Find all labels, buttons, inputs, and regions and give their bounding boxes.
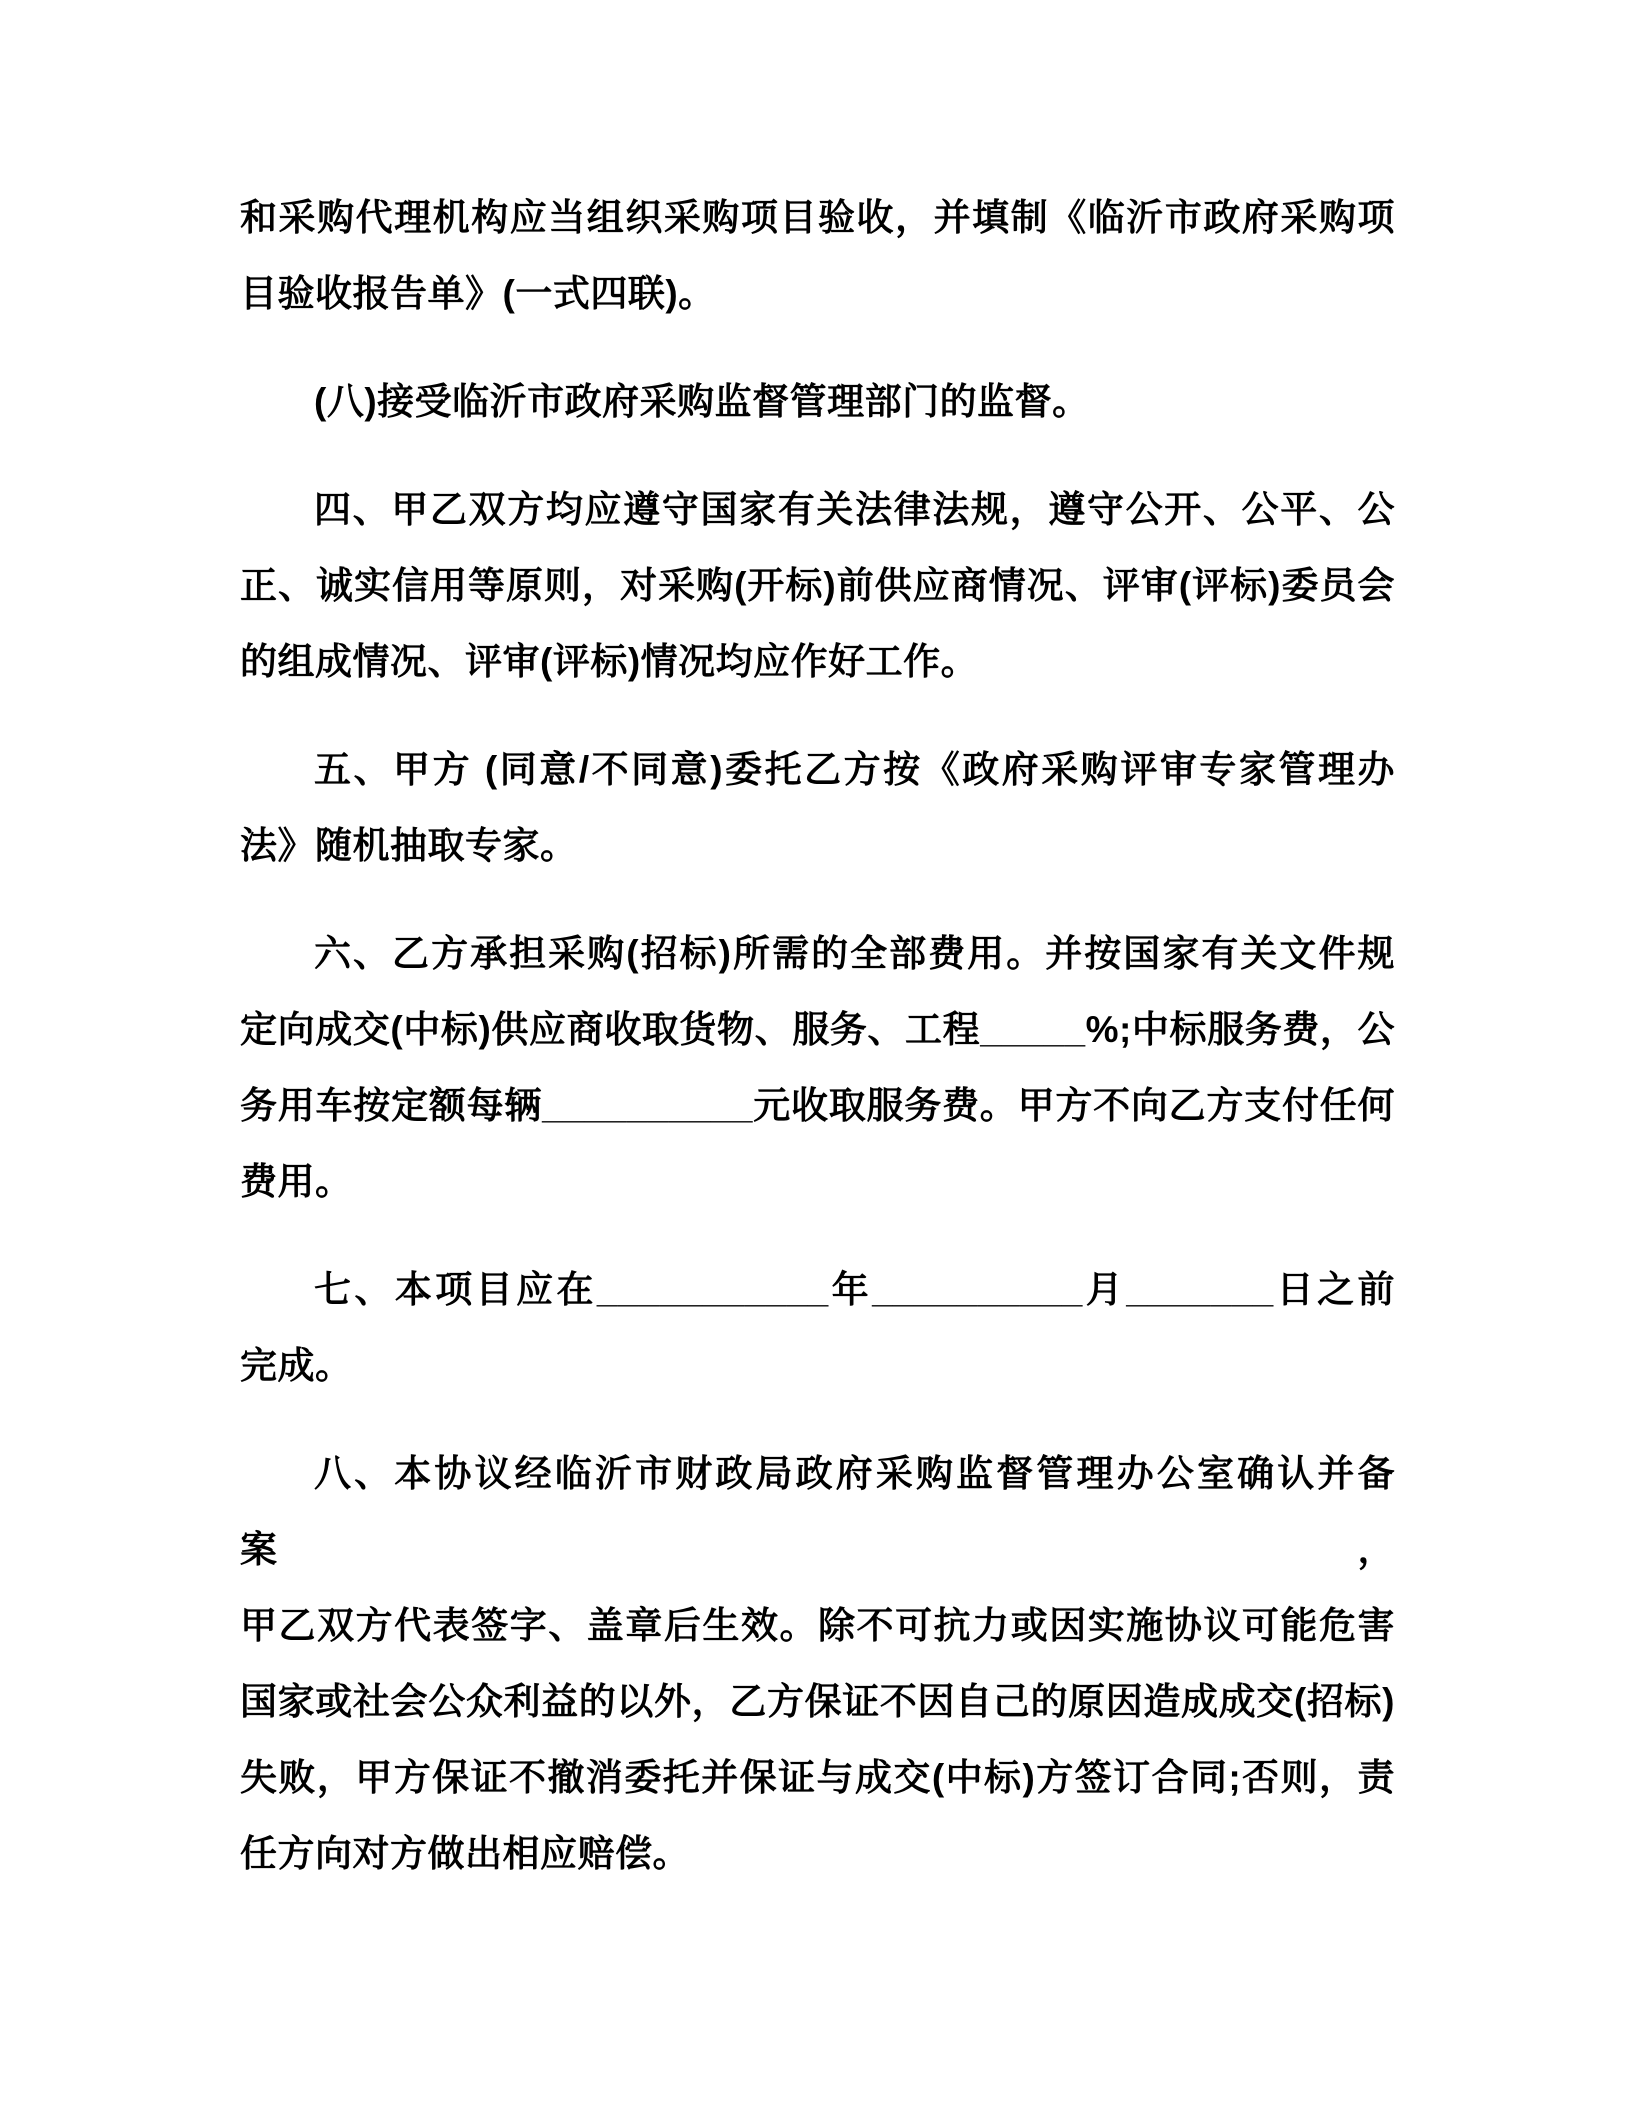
text-line: 失败，甲方保证不撤消委托并保证与成交(中标)方签订合同;否则，责	[240, 1757, 1395, 1798]
text-line: 国家或社会公众利益的以外，乙方保证不因自己的原因造成成交(招标)	[240, 1681, 1395, 1722]
text-line: 八、本协议经临沂市财政局政府采购监督管理办公室确认并备案，	[240, 1453, 1395, 1570]
paragraph	[240, 732, 1395, 884]
paragraph	[240, 472, 1395, 700]
text-line: 六、乙方承担采购(招标)所需的全部费用。并按国家有关文件规	[314, 933, 1395, 974]
paragraph	[240, 364, 1395, 440]
paragraph	[240, 916, 1395, 1220]
text-line: 目验收报告单》(一式四联)。	[240, 273, 716, 314]
paragraph	[240, 1252, 1395, 1404]
document-body	[240, 180, 1395, 1892]
text-line: 法》随机抽取专家。	[240, 825, 578, 866]
text-line: 任方向对方做出相应赔偿。	[240, 1833, 690, 1874]
paragraph	[240, 180, 1395, 332]
text-line: 五、甲方 (同意/不同意)委托乙方按《政府采购评审专家管理办	[314, 749, 1395, 790]
text-line: 甲乙双方代表签字、盖章后生效。除不可抗力或因实施协议可能危害	[240, 1605, 1395, 1646]
text-line: 定向成交(中标)供应商收取货物、服务、工程_____%;中标服务费，公	[240, 1009, 1395, 1050]
text-line: (八)接受临沂市政府采购监督管理部门的监督。	[314, 381, 1090, 422]
text-line: 四、甲乙双方均应遵守国家有关法律法规，遵守公开、公平、公	[314, 489, 1395, 530]
text-line: 七、本项目应在___________年__________月_______日之前	[314, 1269, 1395, 1310]
text-line: 费用。	[240, 1161, 353, 1202]
text-line: 务用车按定额每辆__________元收取服务费。甲方不向乙方支付任何	[240, 1085, 1395, 1126]
text-line: 完成。	[240, 1345, 353, 1386]
text-line: 的组成情况、评审(评标)情况均应作好工作。	[240, 641, 979, 682]
text-line: 正、诚实信用等原则，对采购(开标)前供应商情况、评审(评标)委员会	[240, 565, 1395, 606]
text-line: 和采购代理机构应当组织采购项目验收，并填制《临沂市政府采购项	[240, 197, 1395, 238]
paragraph	[240, 1436, 1395, 1892]
